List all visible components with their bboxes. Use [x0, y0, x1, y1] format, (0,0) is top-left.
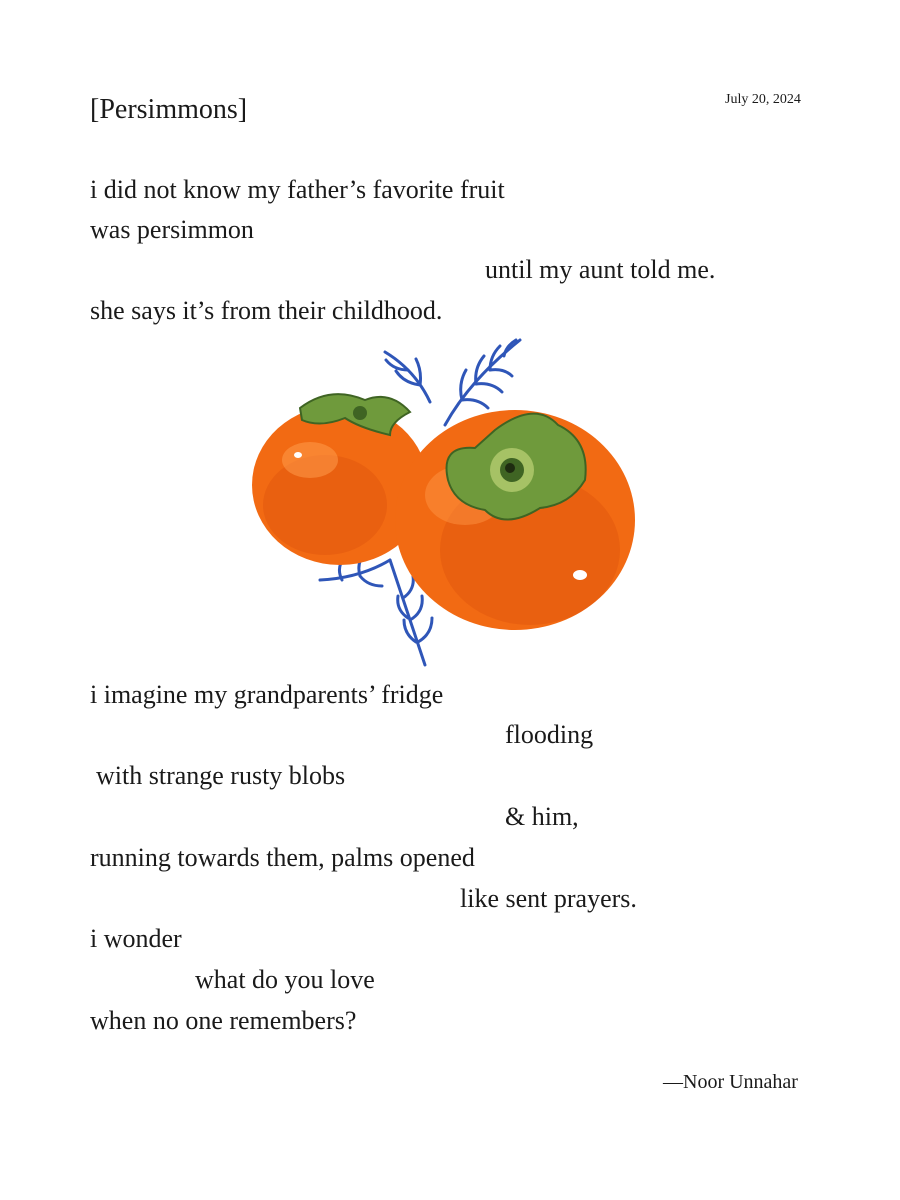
poem-line: & him, [505, 802, 579, 831]
poem-line: flooding [505, 720, 594, 749]
poem-line: she says it’s from their childhood. [90, 296, 443, 325]
poem-line: until my aunt told me. [485, 255, 716, 284]
poem-line: was persimmon [90, 215, 254, 244]
poem-line: when no one remembers? [90, 1006, 357, 1035]
poem-date: July 20, 2024 [725, 92, 801, 107]
persimmon-front [395, 410, 635, 630]
poem-line: running towards them, palms opened [90, 843, 475, 872]
poem-line: what do you love [195, 965, 375, 994]
poem-line: with strange rusty blobs [96, 761, 346, 790]
poem-title: [Persimmons] [90, 94, 248, 125]
poem-line: i wonder [90, 924, 182, 953]
author-signature: —Noor Unnahar [663, 1071, 798, 1093]
poem-line: i did not know my father’s favorite fruit [90, 175, 505, 204]
poem-line: like sent prayers. [460, 884, 637, 913]
poem-line: i imagine my grandparents’ fridge [90, 680, 444, 709]
persimmons-illustration [240, 330, 660, 675]
